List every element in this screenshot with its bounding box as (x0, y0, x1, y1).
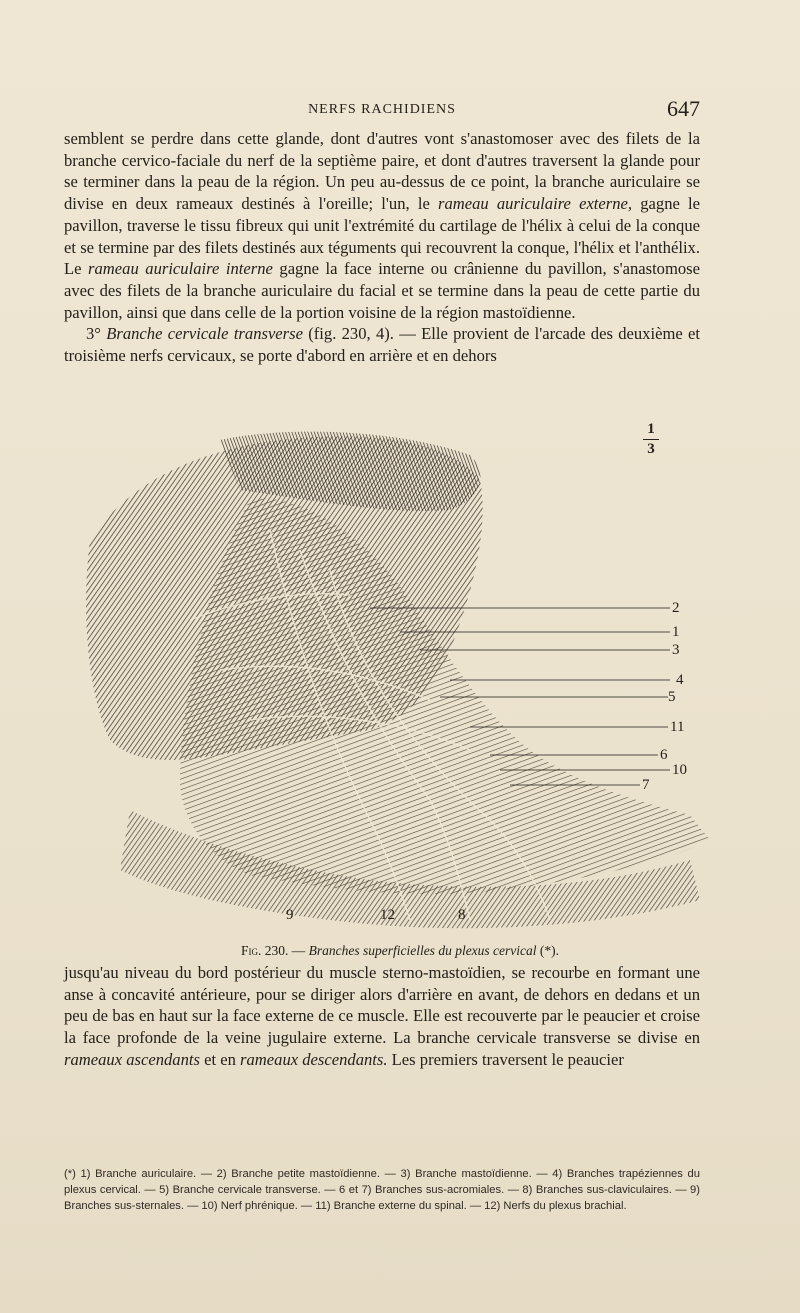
page-number: 647 (667, 96, 700, 121)
body-text-top (64, 128, 700, 367)
label-5: 5 (668, 689, 676, 705)
label-1: 1 (672, 624, 680, 640)
running-title: NERFS RACHIDIENS (308, 102, 456, 117)
label-9: 9 (286, 907, 294, 923)
label-10: 10 (672, 762, 687, 778)
scale-fraction: 1 3 (641, 422, 661, 457)
paragraph-continuation: jusqu'au niveau du bord postérieur du muscle sterno-mastoïdien, se recourbe en formant une anse à concavité antérieure, pour se diriger alors d'arrière en avant, de dehors en dedans et un peu de bas en haut sur la face externe de ce muscle. Elle est recouverte par le peaucier et croise la face profonde de la veine jugulaire externe. La branche cervicale transverse se divise en rameaux ascendants et en rameaux descendants. Les premiers traversent le peaucier (64, 963, 700, 1069)
paragraph-auricular: semblent se perdre dans cette glande, dont d'autres vont s'anastomoser avec des filets de la branche cervico-faciale du nerf de la septième paire, et dont d'autres traversent la glande pour se terminer dans la peau de la région. Un peu au-dessus de ce point, la branche auriculaire se divise en deux rameaux destinés à l'oreille; l'un, le rameau auriculaire externe, gagne le pavillon, traverse le tissu fibreux qui unit l'extrémité du cartilage de l'hélix à celui de la conque et se termine par des filets destinés aux téguments qui recouvrent la conque, l'hélix et l'anthélix. Le rameau auriculaire interne gagne la face interne ou crânienne du pavillon, s'anastomose avec des filets de la branche auriculaire du facial et se termine dans la peau de cette partie du pavillon, ainsi que dans celle de la portion voisine de la région mastoïdienne. (64, 129, 701, 322)
body-text-bottom (64, 962, 700, 1071)
label-6: 6 (660, 747, 668, 763)
label-8: 8 (458, 907, 466, 923)
figure-caption: Fig. 230. — Branches superficielles du plexus cervical (*). (240, 943, 560, 958)
label-4: 4 (676, 672, 684, 688)
label-12: 12 (380, 907, 395, 923)
figure-legend-footnote: (*) 1) Branche auriculaire. — 2) Branche petite mastoïdienne. — 3) Branche mastoïdienne. — 4) Branches trapéziennes du plexus cervical. — 5) Branche cervicale transverse. — 6 et 7) Branches sus-acromiales. — 8) Branches sus-claviculaires. — 9) Branches sus-sternales. — 10) Nerf phrénique. — 11) Branche externe du spinal. — 12) Nerfs du plexus brachial. (64, 1168, 700, 1212)
neck-nerves-engraving (70, 420, 720, 940)
label-2: 2 (672, 600, 680, 616)
page-header (64, 96, 700, 122)
label-11: 11 (670, 719, 685, 735)
label-7: 7 (642, 777, 650, 793)
anatomical-figure (70, 420, 720, 940)
label-3: 3 (672, 642, 680, 658)
paragraph-transverse-cervical: 3° Branche cervicale transverse (fig. 230, 4). — Elle provient de l'arcade des deuxième et troisième nerfs cervicaux, se porte d'abord en arrière et en dehors (64, 324, 700, 366)
